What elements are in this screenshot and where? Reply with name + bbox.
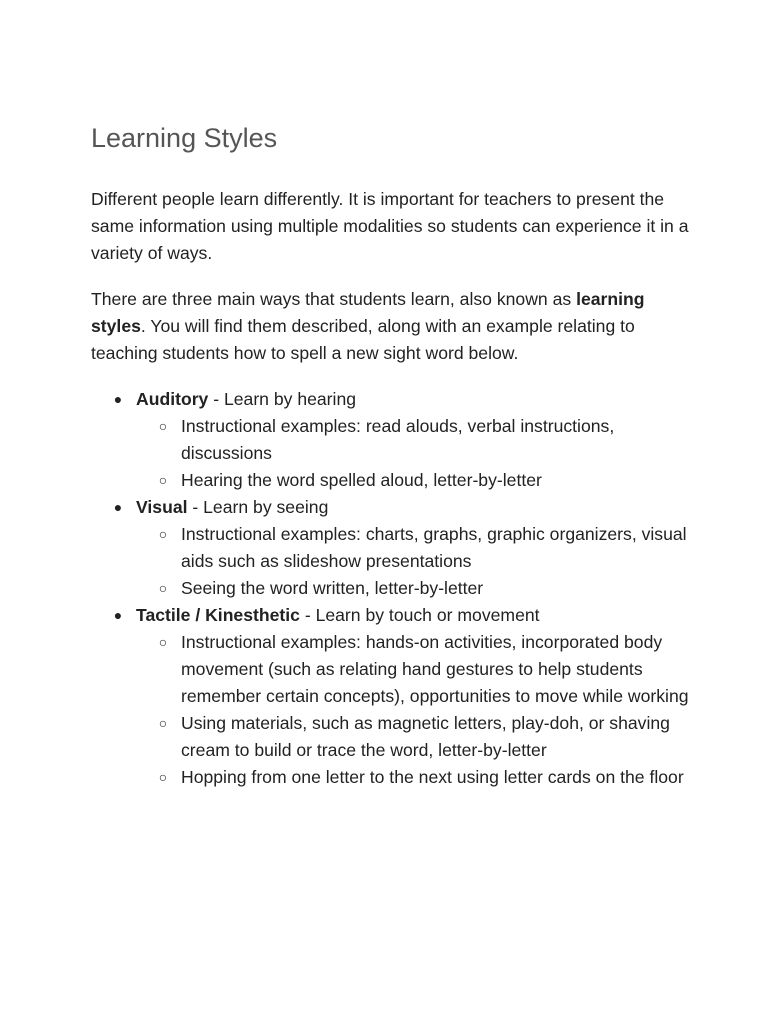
example-text: Hopping from one letter to the next using letter cards on the floor xyxy=(181,767,684,787)
paragraph-text-before: There are three main ways that students learn, also known as xyxy=(91,289,577,309)
example-text: Hearing the word spelled aloud, letter-by-letter xyxy=(181,470,542,490)
list-item-tactile-kinesthetic xyxy=(91,602,691,791)
example-text: Using materials, such as magnetic letters, play-doh, or shaving cream to build or trace the word, letter-by-letter xyxy=(181,713,670,760)
auditory-examples-list xyxy=(136,413,691,494)
hollow-bullet-icon: ○ xyxy=(158,634,168,650)
page-title: Learning Styles xyxy=(91,123,278,153)
list-item xyxy=(136,710,691,764)
list-item xyxy=(136,467,691,494)
style-name: Tactile / Kinesthetic xyxy=(136,605,300,625)
list-item xyxy=(136,764,691,791)
style-description: - Learn by touch or movement xyxy=(299,605,540,625)
example-text: Seeing the word written, letter-by-letter xyxy=(181,578,484,598)
visual-examples-list xyxy=(136,521,691,602)
list-item xyxy=(136,575,691,602)
hollow-bullet-icon: ○ xyxy=(158,418,168,434)
list-item-auditory xyxy=(91,386,691,494)
style-name: Visual xyxy=(136,497,188,517)
example-text: Instructional examples: hands-on activities, incorporated body movement (such as relating hand gestures to help students remember certain concepts), opportunities to move while working xyxy=(181,632,689,706)
filled-bullet-icon: ● xyxy=(113,499,123,515)
tactile-examples-list xyxy=(136,629,691,791)
list-item xyxy=(136,629,691,710)
example-text: Instructional examples: read alouds, verbal instructions, discussions xyxy=(181,416,615,463)
learning-styles-list xyxy=(91,386,691,791)
list-item xyxy=(136,413,691,467)
example-text: Instructional examples: charts, graphs, graphic organizers, visual aids such as slideshow presentations xyxy=(181,524,687,571)
hollow-bullet-icon: ○ xyxy=(158,769,168,785)
document-content xyxy=(91,118,691,791)
list-item xyxy=(136,521,691,575)
list-item-visual xyxy=(91,494,691,602)
hollow-bullet-icon: ○ xyxy=(158,715,168,731)
filled-bullet-icon: ● xyxy=(113,391,123,407)
style-description: - Learn by seeing xyxy=(187,497,329,517)
paragraph-bold-term: learning styles xyxy=(91,289,645,336)
paragraph-text-after: . You will find them described, along with an example relating to teaching students how to spell a new sight word below. xyxy=(91,316,635,363)
hollow-bullet-icon: ○ xyxy=(158,526,168,542)
style-description: - Learn by hearing xyxy=(208,389,357,409)
hollow-bullet-icon: ○ xyxy=(158,580,168,596)
filled-bullet-icon: ● xyxy=(113,607,123,623)
hollow-bullet-icon: ○ xyxy=(158,472,168,488)
intro-paragraph: Different people learn differently. It is important for teachers to present the same information using multiple modalities so students can experience it in a variety of ways. xyxy=(91,189,689,263)
learning-styles-paragraph xyxy=(91,286,691,367)
style-name: Auditory xyxy=(136,389,209,409)
